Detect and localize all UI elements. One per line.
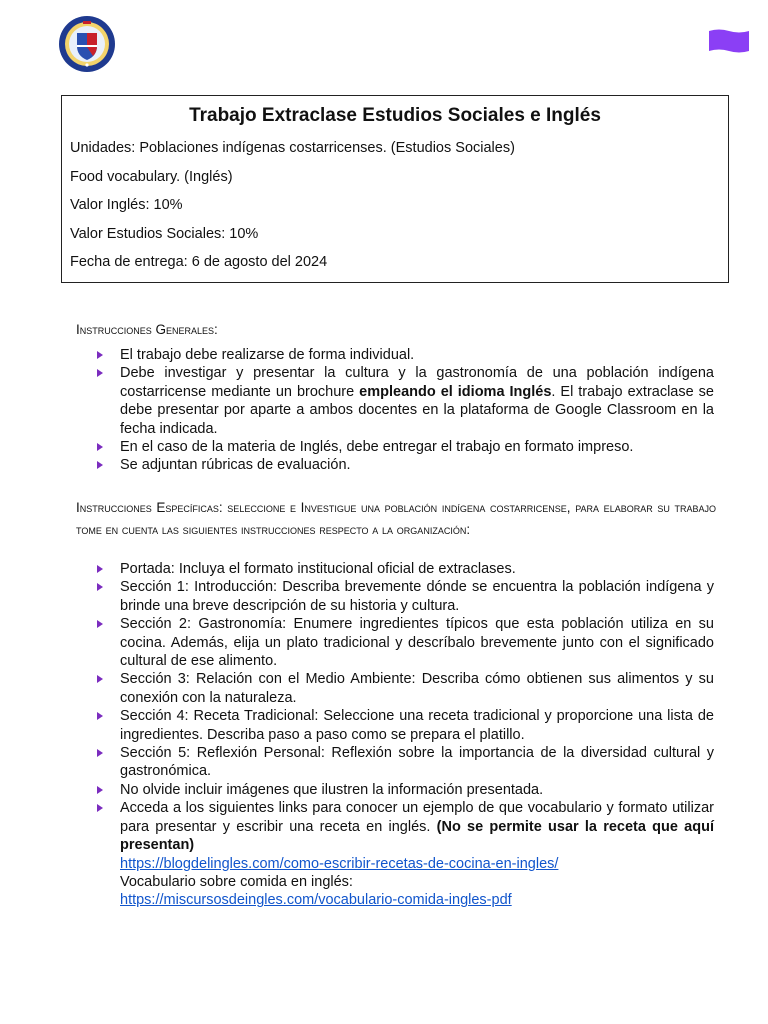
recipe-writing-link[interactable]: https://blogdelingles.com/como-escribir-recetas-de-cocina-en-ingles/ bbox=[120, 855, 559, 872]
list-item: El trabajo debe realizarse de forma individual. bbox=[96, 346, 714, 364]
list-item: En el caso de la materia de Inglés, debe entregar el trabajo en formato impreso. bbox=[96, 438, 714, 456]
list-item: Sección 2: Gastronomía: Enumere ingredientes típicos que esta población utiliza en su cocina. Además, elija un plato tradicional y descríbalo brevemente junto con el significado cultural de ese alimento. bbox=[96, 615, 714, 670]
specific-instructions-list bbox=[96, 560, 714, 910]
specific-instructions-heading: Instrucciones Específicas: seleccione e Investigue una población indígena costarricense, para elaborar su trabajo tome en cuenta las siguientes instrucciones respecto a la organización: bbox=[76, 500, 716, 537]
list-item: Debe investigar y presentar la cultura y la gastronomía de una población indígena costarricense mediante un brochure empleando el idioma Inglés. El trabajo extraclase se debe presentar por aparte a ambos docentes en la plataforma de Google Classroom en la fecha indicada. bbox=[96, 364, 714, 438]
food-vocab-line: Food vocabulary. (Inglés) bbox=[70, 168, 233, 185]
list-item: Sección 4: Receta Tradicional: Seleccione una receta tradicional y proporcione una lista de ingredientes. Describa paso a paso como se prepara el platillo. bbox=[96, 707, 714, 744]
assignment-title: Trabajo Extraclase Estudios Sociales e Inglés bbox=[189, 105, 601, 126]
units-line: Unidades: Poblaciones indígenas costarricenses. (Estudios Sociales) bbox=[70, 140, 515, 156]
list-item: Portada: Incluya el formato institucional oficial de extraclases. bbox=[96, 560, 714, 578]
list-item: Se adjuntan rúbricas de evaluación. bbox=[96, 456, 714, 474]
food-vocabulary-link[interactable]: https://miscursosdeingles.com/vocabulario-comida-ingles-pdf bbox=[120, 892, 512, 909]
assignment-info-box bbox=[61, 95, 729, 283]
value-social-line: Valor Estudios Sociales: 10% bbox=[70, 225, 259, 242]
general-instructions-list bbox=[96, 346, 714, 475]
list-item: No olvide incluir imágenes que ilustren la información presentada. bbox=[96, 781, 714, 799]
list-item: Sección 5: Reflexión Personal: Reflexión sobre la importancia de la diversidad cultural y gastronómica. bbox=[96, 744, 714, 781]
links-list-item: Acceda a los siguientes links para conocer un ejemplo de que vocabulario y formato utilizar para presentar y escribir una receta en inglés. (No se permite usar la receta que aquí presentan) https://blogdelingles.com/como-escribir-recetas-de-cocina-en-ingles/ Vocabulario sobre comida en inglés: https://miscursosdeingles.com/vocabulario-comida-ingles-pdf bbox=[96, 799, 714, 909]
list-item: Sección 1: Introducción: Describa brevemente dónde se encuentra la población indígena y brinde una breve descripción de su historia y cultura. bbox=[96, 578, 714, 615]
list-item: Sección 3: Relación con el Medio Ambiente: Describa cómo obtienen sus alimentos y su conexión con la naturaleza. bbox=[96, 670, 714, 707]
purple-flag-icon bbox=[709, 29, 749, 53]
vocab-label: Vocabulario sobre comida en inglés: bbox=[120, 873, 353, 890]
no-copy-note: (No se permite usar la receta que aquí presentan) bbox=[120, 818, 714, 854]
due-date-line: Fecha de entrega: 6 de agosto del 2024 bbox=[70, 254, 328, 270]
value-english-line: Valor Inglés: 10% bbox=[70, 197, 183, 213]
general-instructions-heading: Instrucciones Generales: bbox=[76, 322, 218, 337]
school-seal-logo bbox=[58, 15, 116, 73]
